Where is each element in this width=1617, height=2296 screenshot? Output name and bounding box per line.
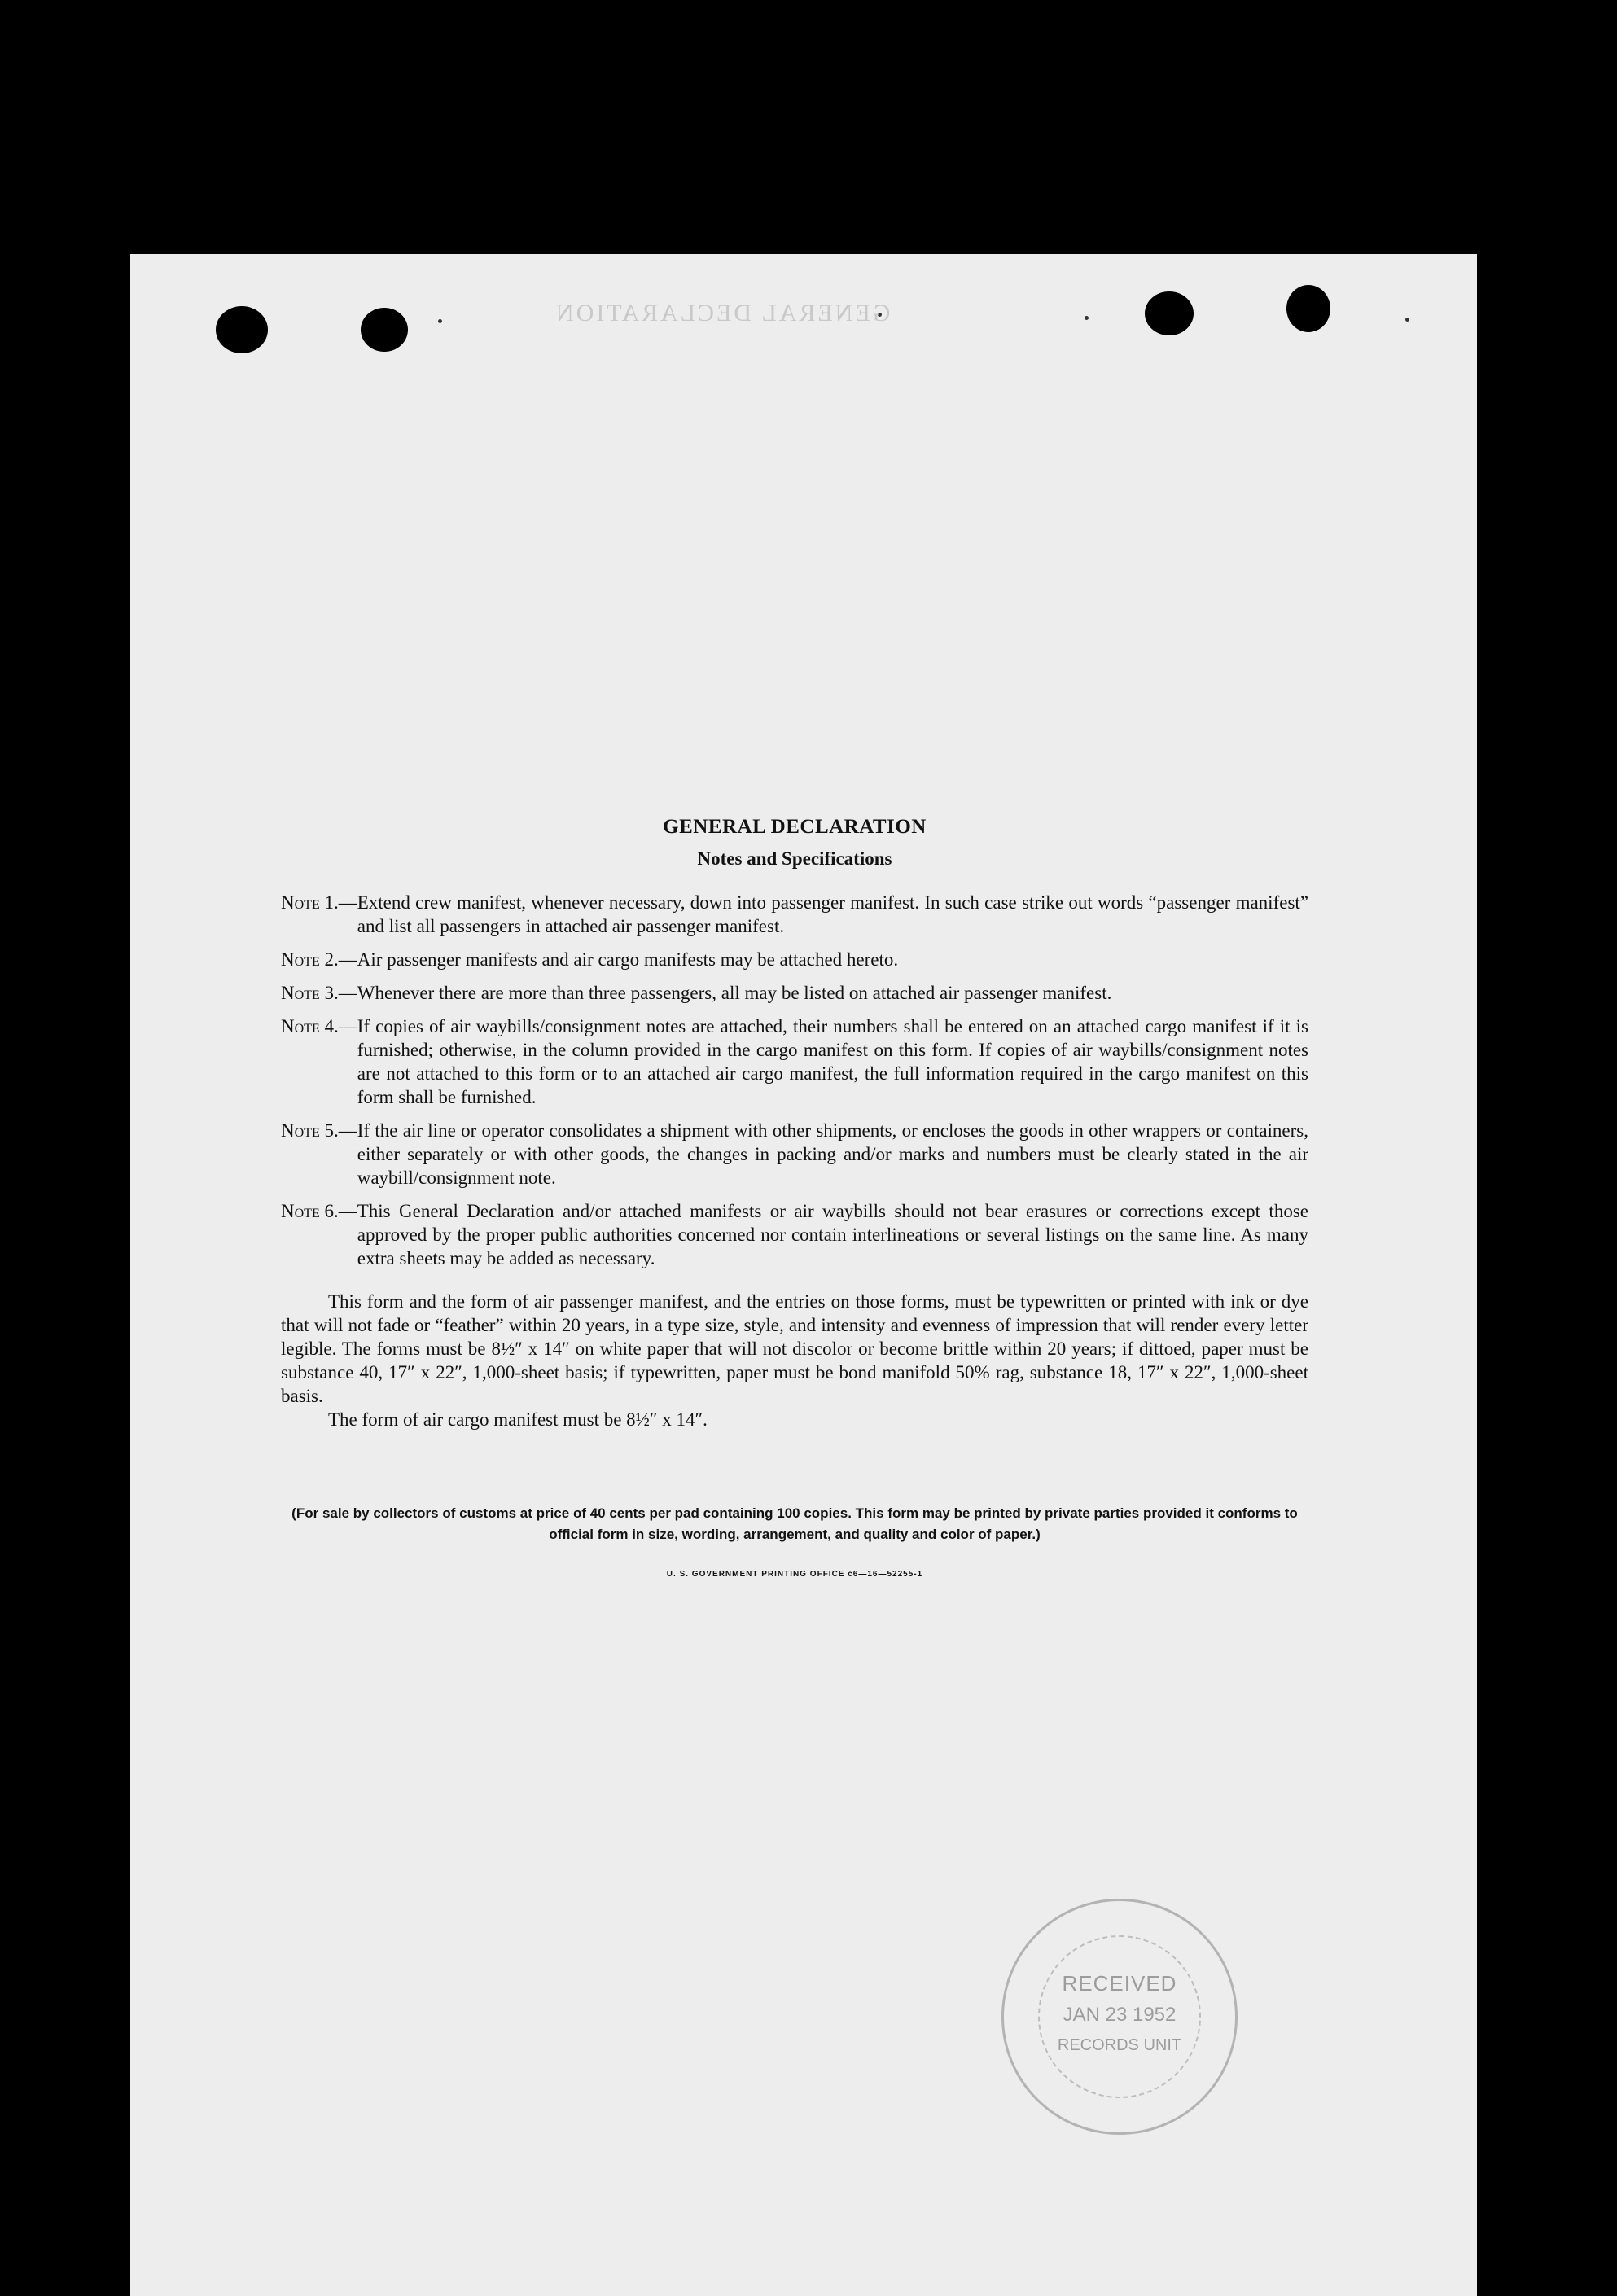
note-item <box>281 948 1308 971</box>
note-item <box>281 981 1308 1005</box>
punch-hole <box>1145 291 1194 335</box>
note-item <box>281 891 1308 938</box>
note-item <box>281 1014 1308 1109</box>
note-text: If copies of air waybills/consignment notes are attached, their numbers shall be entered on an attached cargo manifest if it is furnished; otherwise, in the column provided in the cargo manifest on this form. If copies of air waybills/consignment notes are not attached to this form or to an attached air cargo manifest, the full information required in the cargo manifest on this form shall be furnished. <box>357 1016 1308 1107</box>
stamp-date-text: JAN 23 1952 <box>1063 2004 1177 2026</box>
sale-notice: (For sale by collectors of customs at price of 40 cents per pad containing 100 copies. This form may be printed by private parties provided it conforms to official form in size, wording, arrangement, and quality and color of paper.) <box>291 1505 1298 1542</box>
show-through-heading: GENERAL DECLARATION <box>554 300 891 326</box>
note-label: Note 5.— <box>281 1120 357 1141</box>
cargo-manifest-size-paragraph: The form of air cargo manifest must be 8½″ x 14″. <box>328 1409 708 1430</box>
note-label: Note 2.— <box>281 949 357 970</box>
note-label: Note 4.— <box>281 1016 357 1036</box>
note-text: Whenever there are more than three passengers, all may be listed on attached air passenger manifest. <box>357 983 1112 1003</box>
punch-hole <box>1286 285 1330 332</box>
note-text: If the air line or operator consolidates a shipment with other shipments, or encloses the goods in other wrappers or containers, either separately or with other goods, the changes in packing and/or marks and numbers must be clearly stated in the air waybill/consignment note. <box>357 1120 1308 1188</box>
punch-hole <box>361 308 408 352</box>
note-label: Note 3.— <box>281 983 357 1003</box>
notes-list <box>281 891 1308 1270</box>
note-text: Extend crew manifest, whenever necessary, down into passenger manifest. In such case strike out words “passenger manifest” and list all passengers in attached air passenger manifest. <box>357 892 1308 936</box>
ink-speck <box>438 319 442 323</box>
printer-imprint: U. S. GOVERNMENT PRINTING OFFICE c6—16—52255-1 <box>666 1570 923 1579</box>
note-item <box>281 1199 1308 1270</box>
notes-section <box>281 816 1308 1579</box>
punch-hole <box>216 306 268 353</box>
ink-speck <box>1085 316 1089 320</box>
note-label: Note 1.— <box>281 892 357 913</box>
ink-speck <box>1405 318 1409 322</box>
note-label: Note 6.— <box>281 1201 357 1221</box>
note-text: Air passenger manifests and air cargo manifests may be attached hereto. <box>357 949 899 970</box>
received-stamp <box>1001 1899 1238 2135</box>
note-item <box>281 1119 1308 1190</box>
document-page <box>130 254 1477 2296</box>
note-text: This General Declaration and/or attached manifests or air waybills should not bear erasures or corrections except those approved by the proper public authorities concerned nor contain interlineations or several listings on the same line. As many extra sheets may be added as necessary. <box>357 1201 1308 1268</box>
page-title: GENERAL DECLARATION <box>663 816 927 838</box>
stamp-received-text: RECEIVED <box>1062 1971 1177 1996</box>
form-requirements-paragraph: This form and the form of air passenger manifest, and the entries on those forms, must be typewritten or printed with ink or dye that will not fade or “feather” within 20 years, in a type size, style, and intensity and evenness of impression that will render every letter legible. The forms must be 8½″ x 14″ on white paper that will not discolor or become brittle within 20 years; if dittoed, paper must be substance 40, 17″ x 22″, 1,000-sheet basis; if typewritten, paper must be bond manifold 50% rag, substance 18, 17″ x 22″, 1,000-sheet basis. <box>281 1291 1308 1406</box>
stamp-unit-text: RECORDS UNIT <box>1057 2036 1182 2054</box>
page-subtitle: Notes and Specifications <box>697 848 892 869</box>
